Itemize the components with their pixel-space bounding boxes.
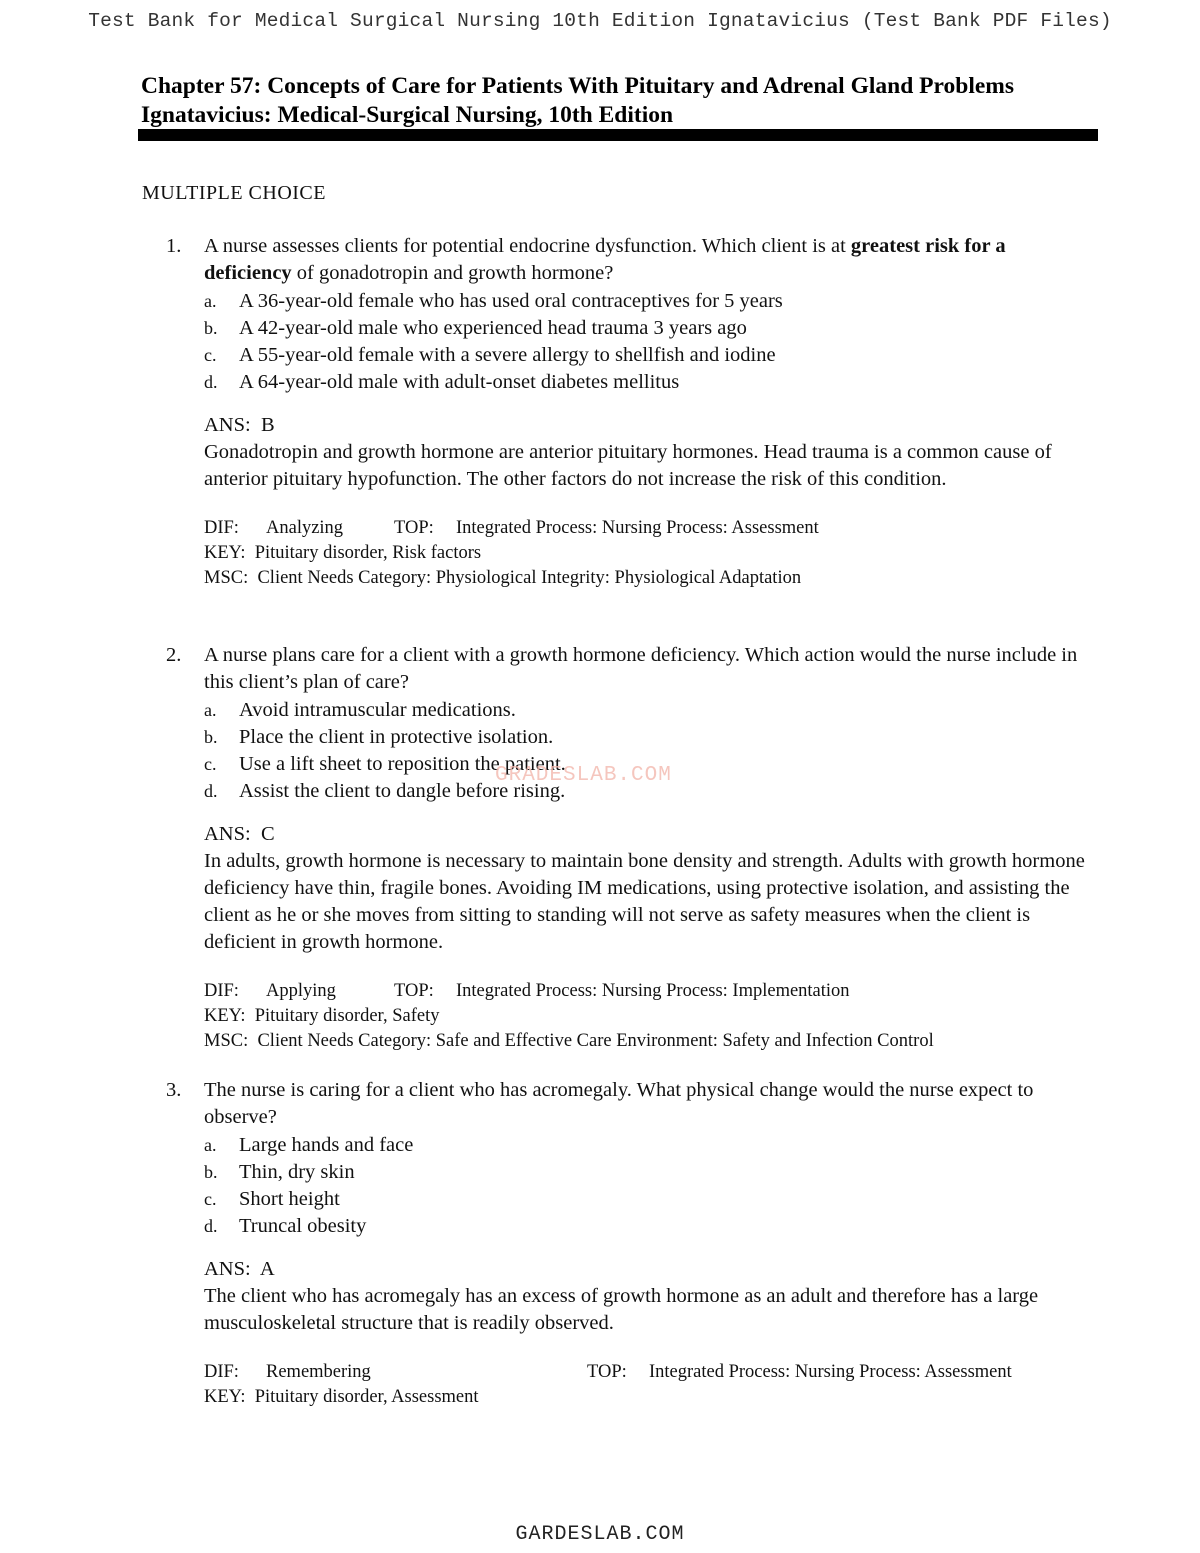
section-heading: MULTIPLE CHOICE — [142, 182, 326, 204]
dif-label: DIF: — [204, 1362, 239, 1382]
key-value: Pituitary disorder, Assessment — [254, 1387, 479, 1407]
option-text: A 64-year-old male with adult-onset diabetes mellitus — [239, 371, 680, 393]
question-3 — [166, 1077, 1096, 1410]
option-text: Assist the client to dangle before rising. — [239, 780, 566, 802]
option-a — [204, 697, 1096, 724]
rationale: The client who has acromegaly has an excess of growth hormone as an adult and therefore has a large musculoskeletal structure that is readily observed. — [204, 1285, 1039, 1334]
meta-key-row — [204, 1385, 1096, 1410]
top-value: Integrated Process: Nursing Process: Assessment — [649, 1362, 1012, 1382]
option-text: Avoid intramuscular medications. — [239, 699, 516, 721]
answer-value: B — [260, 414, 275, 436]
option-letter: a. — [204, 700, 217, 720]
msc-label: MSC: — [204, 568, 249, 588]
options-list — [204, 288, 1096, 396]
option-text: Truncal obesity — [239, 1215, 367, 1237]
title-rule — [138, 129, 1098, 141]
msc-value: Client Needs Category: Physiological Integrity: Physiological Adaptation — [257, 568, 802, 588]
question-meta — [204, 1360, 1096, 1410]
question-meta — [204, 516, 1096, 591]
question-stem: The nurse is caring for a client who has acromegaly. What physical change would the nurse expect to observe? — [204, 1079, 1034, 1128]
top-label: TOP: — [394, 518, 434, 538]
dif-value: Applying — [266, 981, 336, 1001]
question-number: 2. — [166, 644, 182, 666]
answer-line — [204, 821, 1096, 848]
option-letter: c. — [204, 754, 217, 774]
page-footer: GARDESLAB.COM — [515, 1523, 685, 1546]
option-letter: d. — [204, 781, 218, 801]
option-letter: a. — [204, 1135, 217, 1155]
option-d — [204, 1213, 1096, 1240]
question-2 — [166, 642, 1096, 1054]
meta-dif-row — [204, 516, 1096, 541]
question-stem: A nurse plans care for a client with a growth hormone deficiency. Which action would the nurse include in this client’s plan of care? — [204, 644, 1078, 693]
option-text: A 42-year-old male who experienced head trauma 3 years ago — [239, 317, 747, 339]
option-letter: c. — [204, 345, 217, 365]
option-a — [204, 288, 1096, 315]
option-b — [204, 724, 1096, 751]
question-number: 1. — [166, 235, 182, 257]
top-value: Integrated Process: Nursing Process: Assessment — [456, 518, 819, 538]
key-label: KEY: — [204, 1387, 246, 1407]
top-label: TOP: — [394, 981, 434, 1001]
meta-msc-row — [204, 1029, 1096, 1054]
msc-label: MSC: — [204, 1031, 249, 1051]
option-text: A 55-year-old female with a severe allergy to shellfish and iodine — [239, 344, 776, 366]
option-b — [204, 1159, 1096, 1186]
option-text: Thin, dry skin — [239, 1161, 355, 1183]
dif-value: Remembering — [266, 1362, 371, 1382]
answer-label: ANS: — [204, 1258, 251, 1280]
question-number: 3. — [166, 1079, 182, 1101]
dif-value: Analyzing — [266, 518, 344, 538]
page-header: Test Bank for Medical Surgical Nursing 10th Edition Ignatavicius (Test Bank PDF Files) — [88, 10, 1112, 32]
option-c — [204, 342, 1096, 369]
stem-text: A nurse assesses clients for potential endocrine dysfunction. Which client is at — [204, 235, 846, 257]
meta-msc-row — [204, 566, 1096, 591]
key-value: Pituitary disorder, Risk factors — [254, 543, 482, 563]
option-text: Place the client in protective isolation. — [239, 726, 554, 748]
top-label: TOP: — [587, 1362, 627, 1382]
chapter-title — [141, 72, 1111, 130]
rationale: In adults, growth hormone is necessary to maintain bone density and strength. Adults with growth hormone deficiency have thin, fragile bones. Avoiding IM medications, using protective isolation, and assisting the client as he or she moves from sitting to standing will not serve as safety measures when the client is deficient in growth hormone. — [204, 850, 1085, 953]
question-meta — [204, 979, 1096, 1054]
answer-value: C — [260, 823, 275, 845]
option-b — [204, 315, 1096, 342]
options-list — [204, 697, 1096, 805]
options-list — [204, 1132, 1096, 1240]
watermark: GRADESLAB.COM — [495, 764, 672, 787]
option-c — [204, 1186, 1096, 1213]
answer-label: ANS: — [204, 414, 251, 436]
top-value: Integrated Process: Nursing Process: Implementation — [456, 981, 850, 1001]
option-text: A 36-year-old female who has used oral contraceptives for 5 years — [239, 290, 783, 312]
key-label: KEY: — [204, 1006, 246, 1026]
dif-label: DIF: — [204, 981, 239, 1001]
option-letter: c. — [204, 1189, 217, 1209]
option-letter: b. — [204, 318, 218, 338]
top-field — [394, 516, 819, 541]
key-value: Pituitary disorder, Safety — [254, 1006, 440, 1026]
option-text: Use a lift sheet to reposition the patient. — [239, 753, 566, 775]
top-field — [394, 979, 850, 1004]
answer-value: A — [259, 1258, 275, 1280]
option-letter: d. — [204, 372, 218, 392]
answer-line — [204, 1256, 1096, 1283]
option-text: Short height — [239, 1188, 340, 1210]
answer-label: ANS: — [204, 823, 251, 845]
meta-dif-row — [204, 1360, 1096, 1385]
option-a — [204, 1132, 1096, 1159]
book-title-line: Ignatavicius: Medical-Surgical Nursing, 10th Edition — [141, 102, 674, 128]
key-label: KEY: — [204, 543, 246, 563]
chapter-title-line: Chapter 57: Concepts of Care for Patients With Pituitary and Adrenal Gland Problems — [141, 73, 1014, 99]
stem-text: of gonadotropin and growth hormone? — [296, 262, 614, 284]
meta-key-row — [204, 541, 1096, 566]
option-letter: b. — [204, 1162, 218, 1182]
answer-line — [204, 412, 1096, 439]
option-letter: b. — [204, 727, 218, 747]
dif-label: DIF: — [204, 518, 239, 538]
question-1 — [166, 233, 1096, 591]
stem-emphasis: greatest risk for a deficiency — [204, 235, 1006, 284]
top-field — [587, 1360, 1012, 1385]
option-d — [204, 369, 1096, 396]
meta-key-row — [204, 1004, 1096, 1029]
meta-dif-row — [204, 979, 1096, 1004]
option-letter: a. — [204, 291, 217, 311]
option-letter: d. — [204, 1216, 218, 1236]
msc-value: Client Needs Category: Safe and Effective Care Environment: Safety and Infection Control — [257, 1031, 934, 1051]
question-stem — [204, 233, 1096, 287]
rationale: Gonadotropin and growth hormone are anterior pituitary hormones. Head trauma is a common cause of anterior pituitary hypofunction. The other factors do not increase the risk of this condition. — [204, 441, 1052, 490]
option-text: Large hands and face — [239, 1134, 414, 1156]
